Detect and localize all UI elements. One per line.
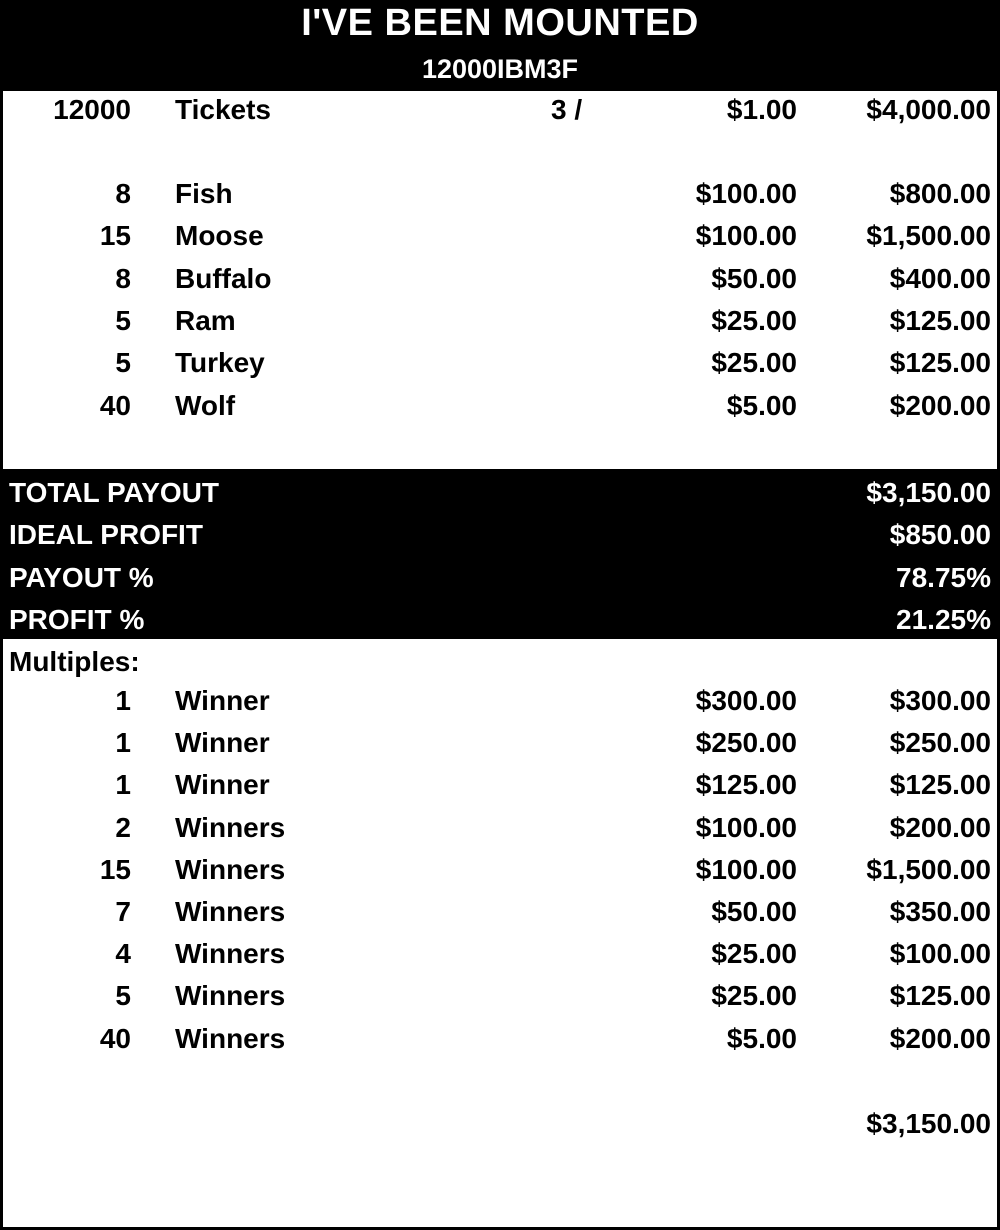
multiple-total: $1,500.00 bbox=[866, 853, 991, 885]
multiple-row bbox=[3, 807, 997, 849]
multiple-row bbox=[3, 722, 997, 764]
prize-name: Buffalo bbox=[175, 262, 272, 294]
multiple-row bbox=[3, 975, 997, 1017]
prize-qty: 15 bbox=[99, 220, 131, 252]
multiple-total: $200.00 bbox=[889, 811, 991, 843]
prize-total: $800.00 bbox=[889, 178, 991, 209]
summary-row bbox=[3, 557, 997, 599]
multiple-name: Winner bbox=[175, 727, 270, 759]
summary-label: PAYOUT % bbox=[9, 561, 154, 593]
header-bar bbox=[3, 3, 997, 91]
multiples-heading: Multiples: bbox=[9, 646, 140, 677]
prize-row bbox=[3, 258, 997, 300]
prize-qty: 5 bbox=[115, 347, 131, 379]
multiple-total: $100.00 bbox=[889, 938, 991, 970]
multiple-total: $250.00 bbox=[889, 727, 991, 759]
multiple-unit: $5.00 bbox=[726, 1022, 797, 1054]
multiple-total: $350.00 bbox=[889, 896, 991, 927]
prize-unit: $5.00 bbox=[726, 389, 797, 421]
prize-total: $1,500.00 bbox=[866, 220, 991, 252]
multiple-name: Winners bbox=[175, 896, 286, 927]
multiple-qty: 40 bbox=[99, 1022, 131, 1054]
prize-name: Fish bbox=[175, 178, 233, 209]
ticket-label: Tickets bbox=[175, 94, 271, 125]
multiple-name: Winners bbox=[175, 980, 286, 1012]
multiple-unit: $100.00 bbox=[695, 811, 797, 843]
multiple-row bbox=[3, 933, 997, 975]
prize-unit: $100.00 bbox=[695, 220, 797, 252]
prize-row bbox=[3, 385, 997, 427]
flare-sheet bbox=[3, 3, 997, 1227]
multiple-qty: 1 bbox=[115, 685, 131, 716]
multiple-total: $125.00 bbox=[889, 769, 991, 801]
prize-total: $125.00 bbox=[889, 304, 991, 336]
multiple-name: Winners bbox=[175, 1022, 286, 1054]
multiple-total: $200.00 bbox=[889, 1022, 991, 1054]
prize-total: $125.00 bbox=[889, 347, 991, 379]
multiple-unit: $25.00 bbox=[711, 938, 797, 970]
prize-qty: 8 bbox=[115, 262, 131, 294]
multiple-unit: $50.00 bbox=[711, 896, 797, 927]
multiple-qty: 1 bbox=[115, 727, 131, 759]
ticket-price: $1.00 bbox=[726, 94, 797, 125]
summary-label: PROFIT % bbox=[9, 603, 145, 635]
prize-qty: 40 bbox=[99, 389, 131, 421]
summary-value: 21.25% bbox=[896, 603, 991, 635]
multiple-qty: 7 bbox=[115, 896, 131, 927]
summary-label: IDEAL PROFIT bbox=[9, 519, 203, 551]
ticket-gross: $4,000.00 bbox=[866, 94, 991, 125]
multiple-unit: $300.00 bbox=[695, 685, 797, 716]
multiple-row bbox=[3, 849, 997, 891]
multiple-qty: 2 bbox=[115, 811, 131, 843]
multiple-name: Winners bbox=[175, 811, 286, 843]
summary-value: $850.00 bbox=[889, 519, 991, 551]
game-code: 12000IBM3F bbox=[421, 54, 579, 84]
multiple-name: Winners bbox=[175, 938, 286, 970]
tickets-row bbox=[3, 89, 997, 131]
prize-qty: 5 bbox=[115, 304, 131, 336]
prize-row bbox=[3, 342, 997, 384]
prize-name: Moose bbox=[175, 220, 264, 252]
multiple-unit: $25.00 bbox=[711, 980, 797, 1012]
ticket-count: 12000 bbox=[53, 94, 131, 125]
multiple-unit: $100.00 bbox=[695, 853, 797, 885]
prize-unit: $25.00 bbox=[711, 347, 797, 379]
prize-row bbox=[3, 215, 997, 257]
summary-value: 78.75% bbox=[896, 561, 991, 593]
multiple-qty: 4 bbox=[115, 938, 131, 970]
summary-row bbox=[3, 599, 997, 641]
multiple-qty: 15 bbox=[99, 853, 131, 885]
grand-total-row bbox=[3, 1103, 997, 1145]
prize-name: Turkey bbox=[175, 347, 265, 379]
multiple-row bbox=[3, 1018, 997, 1060]
prize-unit: $100.00 bbox=[695, 178, 797, 209]
summary-row bbox=[3, 514, 997, 556]
prize-unit: $50.00 bbox=[711, 262, 797, 294]
prize-total: $400.00 bbox=[889, 262, 991, 294]
summary-panel bbox=[3, 469, 997, 639]
multiple-row bbox=[3, 891, 997, 933]
summary-row bbox=[3, 472, 997, 514]
summary-label: TOTAL PAYOUT bbox=[9, 477, 220, 508]
multiple-name: Winner bbox=[175, 769, 270, 801]
prize-name: Ram bbox=[175, 304, 236, 336]
multiple-unit: $250.00 bbox=[695, 727, 797, 759]
multiple-unit: $125.00 bbox=[695, 769, 797, 801]
game-title: I'VE BEEN MOUNTED bbox=[301, 2, 699, 44]
grand-total: $3,150.00 bbox=[866, 1108, 991, 1139]
tickets-per: 3 / bbox=[551, 94, 583, 125]
prize-qty: 8 bbox=[115, 178, 131, 209]
multiple-name: Winner bbox=[175, 685, 270, 716]
prize-row bbox=[3, 173, 997, 215]
multiple-total: $300.00 bbox=[889, 685, 991, 716]
multiple-name: Winners bbox=[175, 853, 286, 885]
multiple-qty: 1 bbox=[115, 769, 131, 801]
multiple-qty: 5 bbox=[115, 980, 131, 1012]
prize-unit: $25.00 bbox=[711, 304, 797, 336]
multiple-row bbox=[3, 680, 997, 722]
prize-row bbox=[3, 300, 997, 342]
multiple-total: $125.00 bbox=[889, 980, 991, 1012]
prize-total: $200.00 bbox=[889, 389, 991, 421]
summary-value: $3,150.00 bbox=[866, 477, 991, 508]
prize-name: Wolf bbox=[175, 389, 236, 421]
multiple-row bbox=[3, 764, 997, 806]
